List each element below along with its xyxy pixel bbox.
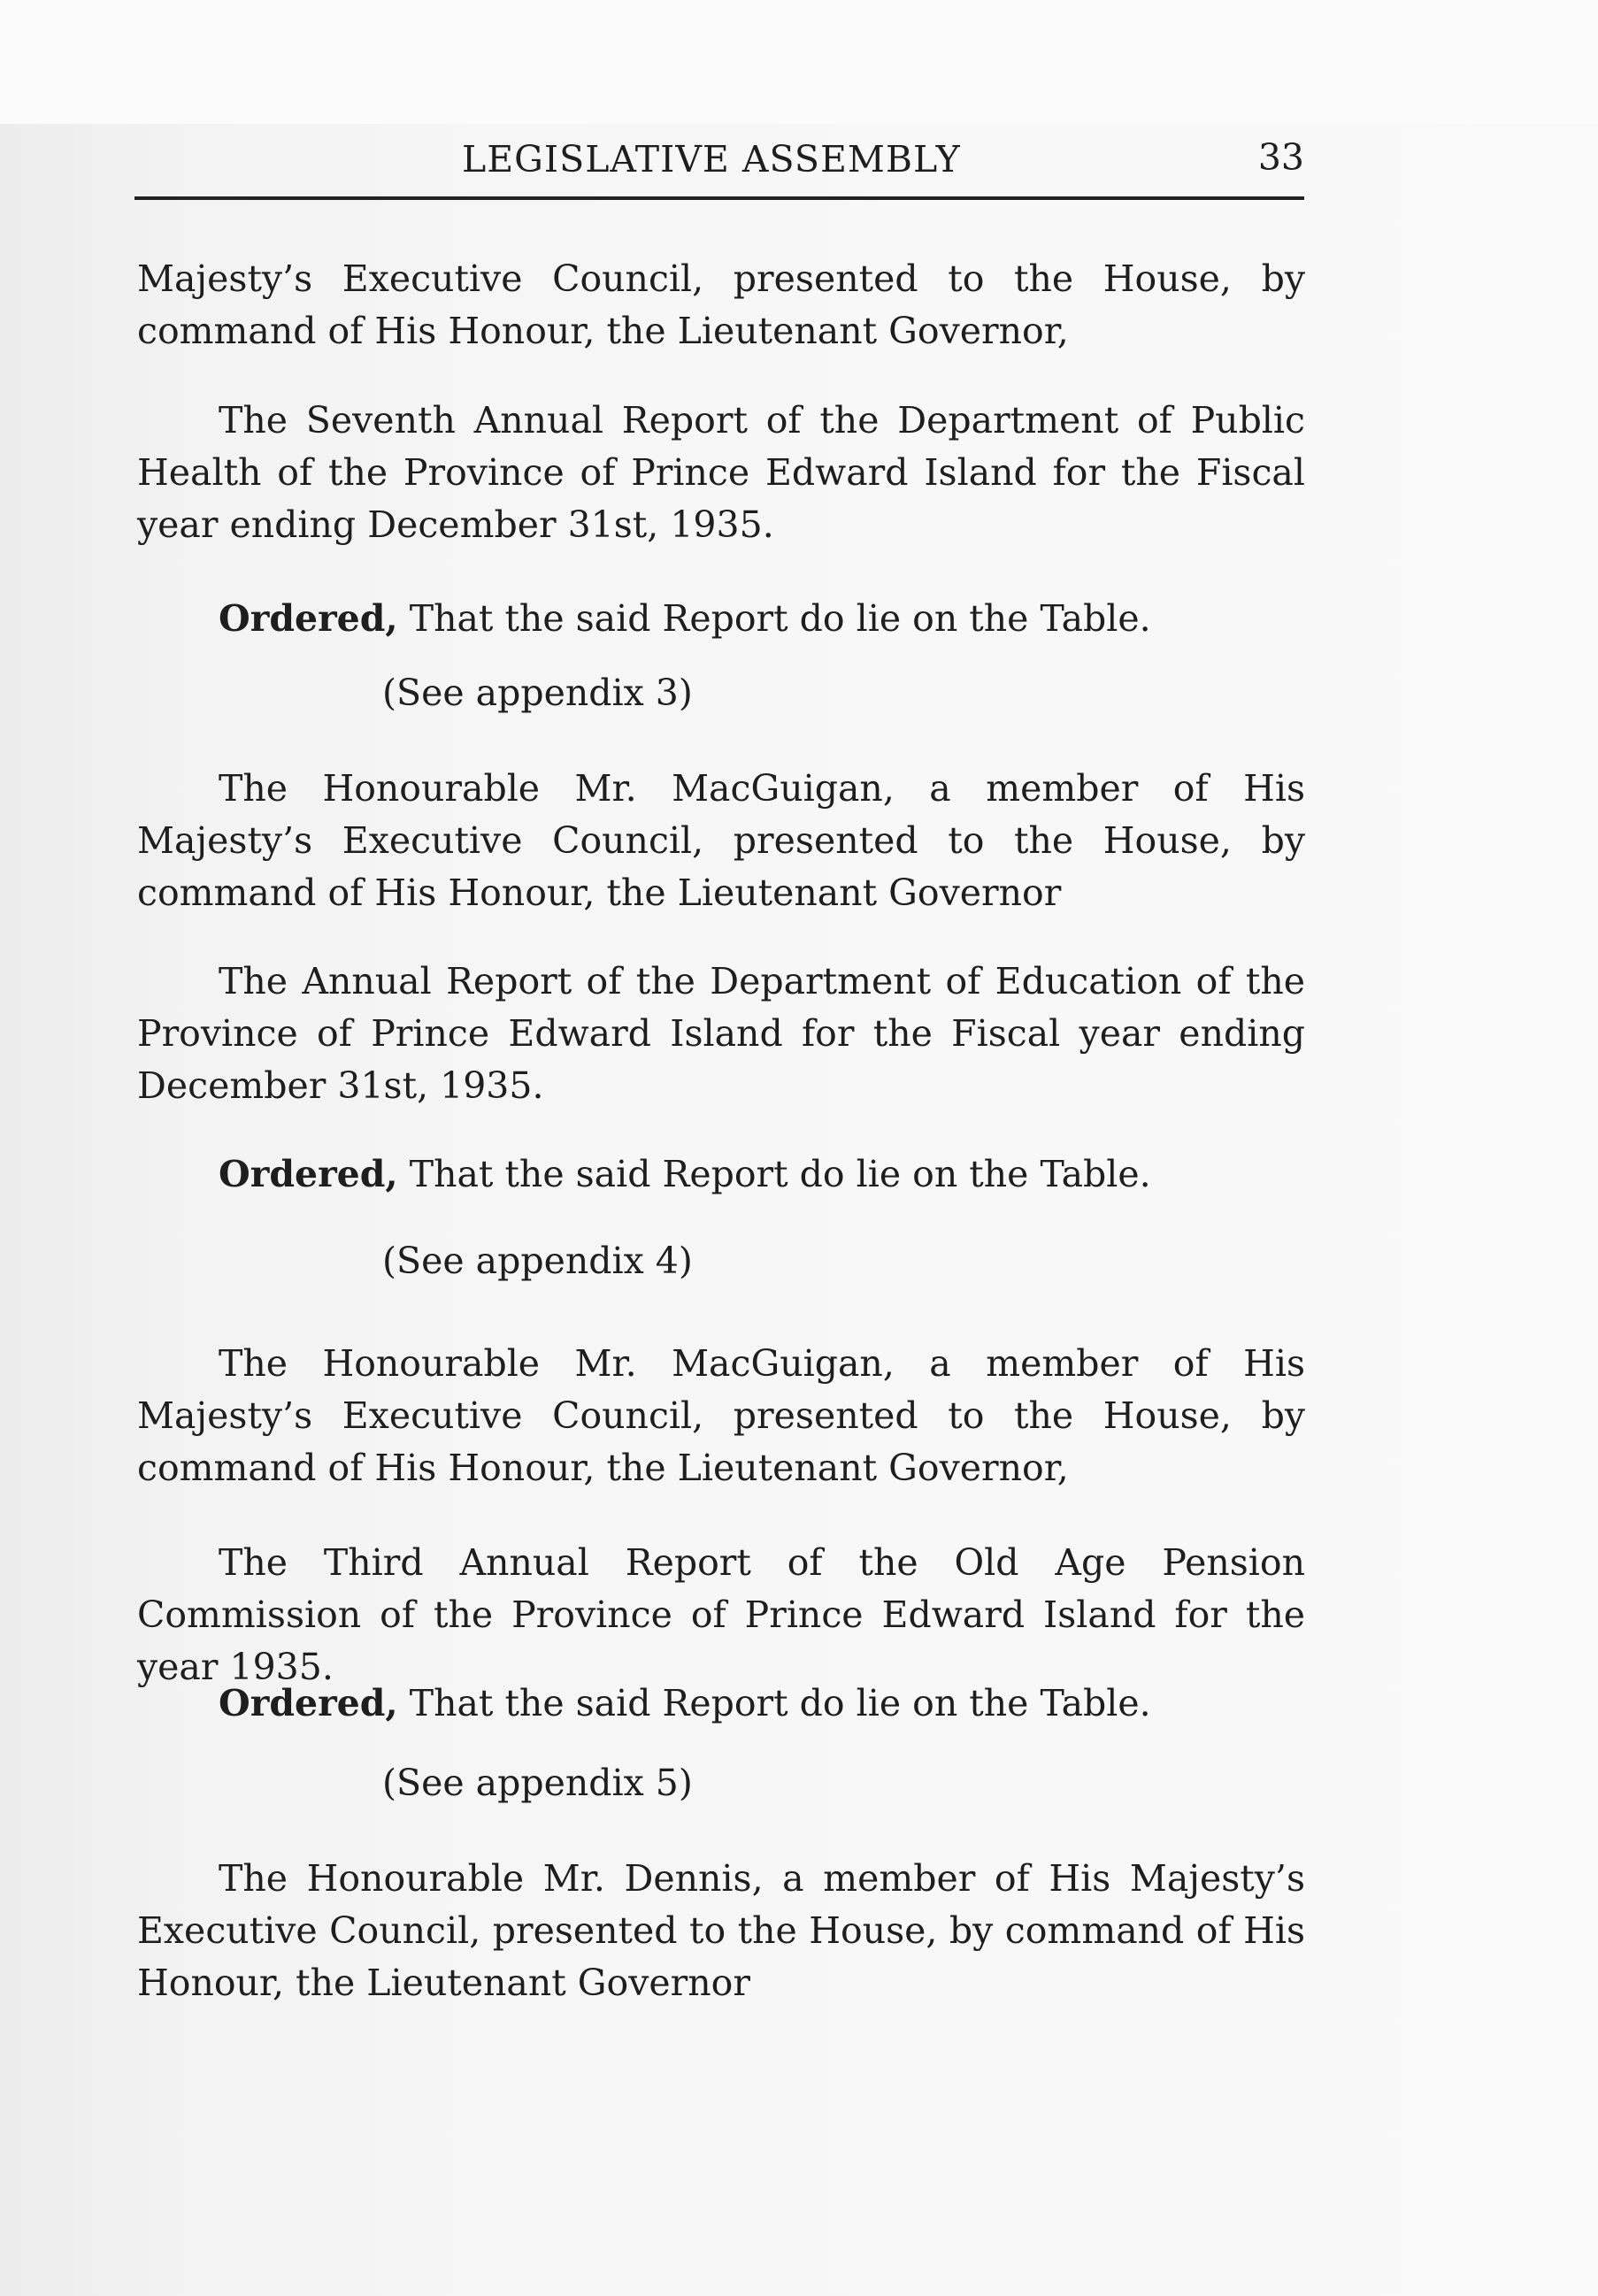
ordered-line-2: [219, 1148, 1151, 1201]
paragraph-report-old-age-pension: The Third Annual Report of the Old Age Pension Commission of the Province of Prince Edward Island for the year 1935.: [137, 1541, 1305, 1688]
ordered-text: That the said Report do lie on the Table.: [397, 597, 1151, 640]
paragraph-presentation-macguigan-2: The Honourable Mr. MacGuigan, a member of His Majesty’s Executive Council, presented to the House, by command of His Honour, the Lieutenant Governor,: [137, 1342, 1305, 1489]
running-head: LEGISLATIVE ASSEMBLY: [462, 138, 961, 180]
paragraph-presentation-dennis: The Honourable Mr. Dennis, a member of His Majesty’s Executive Council, presented to the House, by command of His Honour, the Lieutenant Governor: [137, 1857, 1305, 2004]
page-top-margin: [0, 0, 1598, 124]
paragraph-presentation-macguigan-1: The Honourable Mr. MacGuigan, a member of His Majesty’s Executive Council, presented to the House, by command of His Honour, the Lieutenant Governor: [137, 767, 1305, 914]
ordered-label: Ordered,: [219, 597, 398, 640]
appendix-reference-1: (See appendix 3): [382, 672, 693, 714]
ordered-text: That the said Report do lie on the Table.: [397, 1153, 1151, 1195]
ordered-text: That the said Report do lie on the Table.: [397, 1682, 1151, 1724]
paragraph-continuation: Majesty’s Executive Council, presented to the House, by command of His Honour, the Lieutenant Governor,: [137, 257, 1305, 352]
ordered-label: Ordered,: [219, 1153, 398, 1195]
ordered-line-3: [219, 1678, 1151, 1730]
ordered-line-1: [219, 593, 1151, 645]
page-number: 33: [1257, 136, 1304, 179]
paragraph-report-education: The Annual Report of the Department of Education of the Province of Prince Edward Island for the Fiscal year ending December 31st, 1935.: [137, 960, 1305, 1107]
appendix-reference-2: (See appendix 4): [382, 1240, 693, 1282]
page-header: [134, 131, 1304, 202]
header-rule: [134, 196, 1304, 200]
paragraph-report-public-health: The Seventh Annual Report of the Department of Public Health of the Province of Prince Edward Island for the Fiscal year ending December 31st, 1935.: [137, 399, 1305, 546]
appendix-reference-3: (See appendix 5): [382, 1762, 693, 1804]
ordered-label: Ordered,: [219, 1682, 398, 1724]
